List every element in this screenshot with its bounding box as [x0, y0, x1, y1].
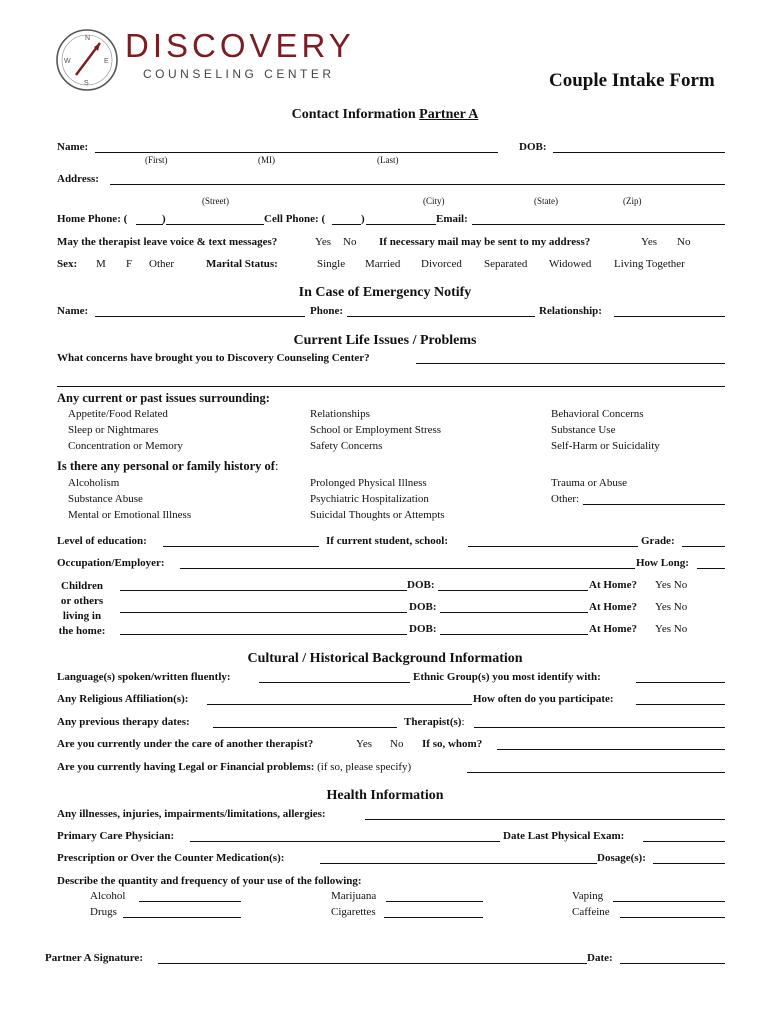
marital-widowed[interactable]: Widowed: [549, 258, 592, 270]
substance-caffeine: Caffeine: [572, 906, 610, 918]
illnesses-field[interactable]: [365, 819, 725, 820]
child-at-home-yes-no[interactable]: Yes No: [655, 601, 688, 613]
home-phone-field[interactable]: [166, 224, 264, 225]
substance-marijuana: Marijuana: [331, 890, 377, 902]
cell-phone-label: Cell Phone: (: [264, 213, 326, 225]
issue-item[interactable]: Concentration or Memory: [68, 440, 183, 452]
child-at-home-label: At Home?: [589, 601, 637, 613]
dob-label: DOB:: [519, 141, 547, 153]
marital-single[interactable]: Single: [317, 258, 346, 270]
sex-option-f[interactable]: F: [126, 258, 133, 270]
mail-yes[interactable]: Yes: [641, 236, 658, 248]
last-hint: (Last): [377, 155, 399, 165]
under-care-question: Are you currently under the care of another therapist?: [57, 738, 314, 750]
child-name-field[interactable]: [120, 634, 407, 635]
signature-date-label: Date:: [587, 952, 613, 964]
education-label: Level of education:: [57, 535, 147, 547]
marital-living-together[interactable]: Living Together: [614, 258, 685, 270]
student-label: If current student, school:: [326, 535, 449, 547]
child-dob-field[interactable]: [438, 590, 588, 591]
child-dob-label: DOB:: [409, 601, 437, 613]
history-item[interactable]: Suicidal Thoughts or Attempts: [310, 509, 445, 521]
sex-label: Sex:: [57, 258, 78, 270]
logo-subtitle: COUNSELING CENTER: [143, 67, 335, 81]
grade-label: Grade:: [641, 535, 675, 547]
surrounding-label: Any current or past issues surrounding:: [57, 391, 270, 405]
history-item[interactable]: Alcoholism: [68, 477, 120, 489]
child-at-home-yes-no[interactable]: Yes No: [655, 623, 688, 635]
grade-field[interactable]: [682, 546, 725, 547]
child-dob-label: DOB:: [407, 579, 435, 591]
issue-item[interactable]: Relationships: [310, 408, 370, 420]
children-label: Children or others living in the home:: [58, 580, 106, 637]
substance-alcohol: Alcohol: [90, 890, 126, 902]
if-so-field[interactable]: [497, 749, 725, 750]
legal-field[interactable]: [467, 772, 725, 773]
cell-paren-close: ): [361, 213, 365, 225]
logo-wordmark: DISCOVERY: [125, 27, 355, 64]
city-hint: (City): [423, 196, 445, 206]
cell-phone-field[interactable]: [366, 224, 436, 225]
child-at-home-yes-no[interactable]: Yes No: [655, 579, 688, 591]
emergency-phone-field[interactable]: [347, 316, 535, 317]
name-field[interactable]: [95, 152, 498, 153]
signature-date-field[interactable]: [620, 963, 725, 964]
religious-field[interactable]: [207, 704, 472, 705]
email-field[interactable]: [472, 224, 725, 225]
dosage-field[interactable]: [653, 863, 725, 864]
language-field[interactable]: [259, 682, 410, 683]
child-dob-field[interactable]: [440, 612, 588, 613]
sex-option-m[interactable]: M: [96, 258, 106, 270]
emergency-name-label: Name:: [57, 305, 89, 317]
history-item[interactable]: Substance Abuse: [68, 493, 143, 505]
issue-item[interactable]: Behavioral Concerns: [551, 408, 644, 420]
issue-item[interactable]: Safety Concerns: [310, 440, 383, 452]
dob-field[interactable]: [553, 152, 725, 153]
occupation-field[interactable]: [180, 568, 635, 569]
marital-label: Marital Status:: [206, 258, 278, 270]
occupation-label: Occupation/Employer:: [57, 557, 165, 569]
address-field[interactable]: [110, 184, 725, 185]
emergency-relationship-label: Relationship:: [539, 305, 602, 317]
history-item[interactable]: Mental or Emotional Illness: [68, 509, 192, 521]
dosage-label: Dosage(s):: [597, 852, 646, 864]
issue-item[interactable]: Self-Harm or Suicidality: [551, 440, 660, 452]
address-label: Address:: [57, 173, 99, 185]
concerns-field-2[interactable]: [57, 386, 725, 387]
vaping-field[interactable]: [613, 901, 725, 902]
child-dob-field[interactable]: [440, 634, 588, 635]
pcp-field[interactable]: [190, 841, 500, 842]
child-at-home-label: At Home?: [589, 623, 637, 635]
signature-field[interactable]: [158, 963, 587, 964]
compass-n: N: [85, 35, 91, 42]
prev-therapy-label: Any previous therapy dates:: [57, 716, 190, 728]
emergency-phone-label: Phone:: [310, 305, 343, 317]
street-hint: (Street): [202, 196, 229, 206]
state-hint: (State): [534, 196, 558, 206]
mi-hint: (MI): [258, 155, 275, 165]
signature-label: Partner A Signature:: [45, 952, 143, 964]
substance-cigarettes: Cigarettes: [331, 906, 376, 918]
substance-vaping: Vaping: [572, 890, 604, 902]
prev-therapy-field[interactable]: [213, 727, 397, 728]
marijuana-field[interactable]: [386, 901, 483, 902]
history-item[interactable]: Trauma or Abuse: [551, 477, 627, 489]
history-other-label: Other:: [551, 493, 580, 505]
sex-option-other[interactable]: Other: [149, 258, 175, 270]
substance-drugs: Drugs: [90, 906, 117, 918]
illnesses-label: Any illnesses, injuries, impairments/limitations, allergies:: [57, 808, 326, 820]
education-field[interactable]: [163, 546, 319, 547]
emergency-heading: In Case of Emergency Notify: [298, 285, 472, 300]
ethnic-field[interactable]: [636, 682, 725, 683]
health-heading: Health Information: [326, 788, 444, 803]
how-long-label: How Long:: [636, 557, 689, 569]
how-often-label: How often do you participate:: [473, 693, 614, 705]
voice-yes[interactable]: Yes: [315, 236, 332, 248]
cigarettes-field[interactable]: [384, 917, 483, 918]
religious-label: Any Religious Affiliation(s):: [57, 693, 189, 705]
under-care-yes[interactable]: Yes: [356, 738, 373, 750]
under-care-no[interactable]: No: [390, 738, 404, 750]
name-label: Name:: [57, 141, 89, 153]
if-so-label: If so, whom?: [422, 738, 483, 750]
concerns-question: What concerns have brought you to Discovery Counseling Center?: [57, 352, 370, 364]
how-often-field[interactable]: [636, 704, 725, 705]
first-hint: (First): [145, 155, 168, 165]
compass-e: E: [104, 58, 109, 65]
marital-divorced[interactable]: Divorced: [421, 258, 462, 270]
history-other-field[interactable]: [583, 504, 725, 505]
compass-w: W: [64, 58, 71, 65]
history-item[interactable]: Psychiatric Hospitalization: [310, 493, 429, 505]
therapist-field[interactable]: [474, 727, 725, 728]
cell-area-field[interactable]: [332, 224, 361, 225]
form-title: Couple Intake Form: [549, 70, 715, 91]
voice-question: May the therapist leave voice & text messages?: [57, 236, 278, 248]
last-exam-label: Date Last Physical Exam:: [503, 830, 625, 842]
history-label: Is there any personal or family history of:: [57, 459, 279, 473]
zip-hint: (Zip): [623, 196, 642, 206]
history-item[interactable]: Prolonged Physical Illness: [310, 477, 427, 489]
last-exam-field[interactable]: [643, 841, 725, 842]
emergency-name-field[interactable]: [95, 316, 305, 317]
home-paren-close: ): [162, 213, 166, 225]
marital-married[interactable]: Married: [365, 258, 401, 270]
caffeine-field[interactable]: [620, 917, 725, 918]
child-name-field[interactable]: [120, 590, 407, 591]
issues-heading: Current Life Issues / Problems: [293, 333, 477, 348]
child-at-home-label: At Home?: [589, 579, 637, 591]
prescription-field[interactable]: [320, 863, 597, 864]
issue-item[interactable]: Appetite/Food Related: [68, 408, 168, 420]
issue-item[interactable]: School or Employment Stress: [310, 424, 442, 436]
home-phone-label: Home Phone: (: [57, 213, 128, 225]
therapist-label: Therapist(s):: [404, 716, 465, 728]
mail-question: If necessary mail may be sent to my address?: [379, 236, 591, 248]
describe-label: Describe the quantity and frequency of your use of the following:: [57, 875, 362, 887]
home-area-field[interactable]: [136, 224, 163, 225]
prescription-label: Prescription or Over the Counter Medication(s):: [57, 852, 285, 864]
mail-no[interactable]: No: [677, 236, 691, 248]
school-field[interactable]: [468, 546, 638, 547]
emergency-relationship-field[interactable]: [614, 316, 725, 317]
contact-heading: Contact Information Partner A: [291, 107, 479, 122]
voice-no[interactable]: No: [343, 236, 357, 248]
issue-item[interactable]: Sleep or Nightmares: [68, 424, 159, 436]
marital-separated[interactable]: Separated: [484, 258, 528, 270]
drugs-field[interactable]: [123, 917, 241, 918]
issue-item[interactable]: Substance Use: [551, 424, 616, 436]
cultural-heading: Cultural / Historical Background Information: [247, 651, 523, 666]
compass-s: S: [84, 80, 89, 87]
pcp-label: Primary Care Physician:: [57, 830, 175, 842]
partner-label: Partner A: [419, 107, 479, 122]
compass-logo-icon: [54, 27, 120, 93]
alcohol-field[interactable]: [139, 901, 241, 902]
how-long-field[interactable]: [697, 568, 725, 569]
ethnic-label: Ethnic Group(s) you most identify with:: [413, 671, 601, 683]
child-name-field[interactable]: [120, 612, 407, 613]
child-dob-label: DOB:: [409, 623, 437, 635]
email-label: Email:: [436, 213, 468, 225]
language-label: Language(s) spoken/written fluently:: [57, 671, 231, 683]
concerns-field-1[interactable]: [416, 363, 725, 364]
legal-question: Are you currently having Legal or Financial problems: (if so, please specify): [57, 761, 412, 773]
